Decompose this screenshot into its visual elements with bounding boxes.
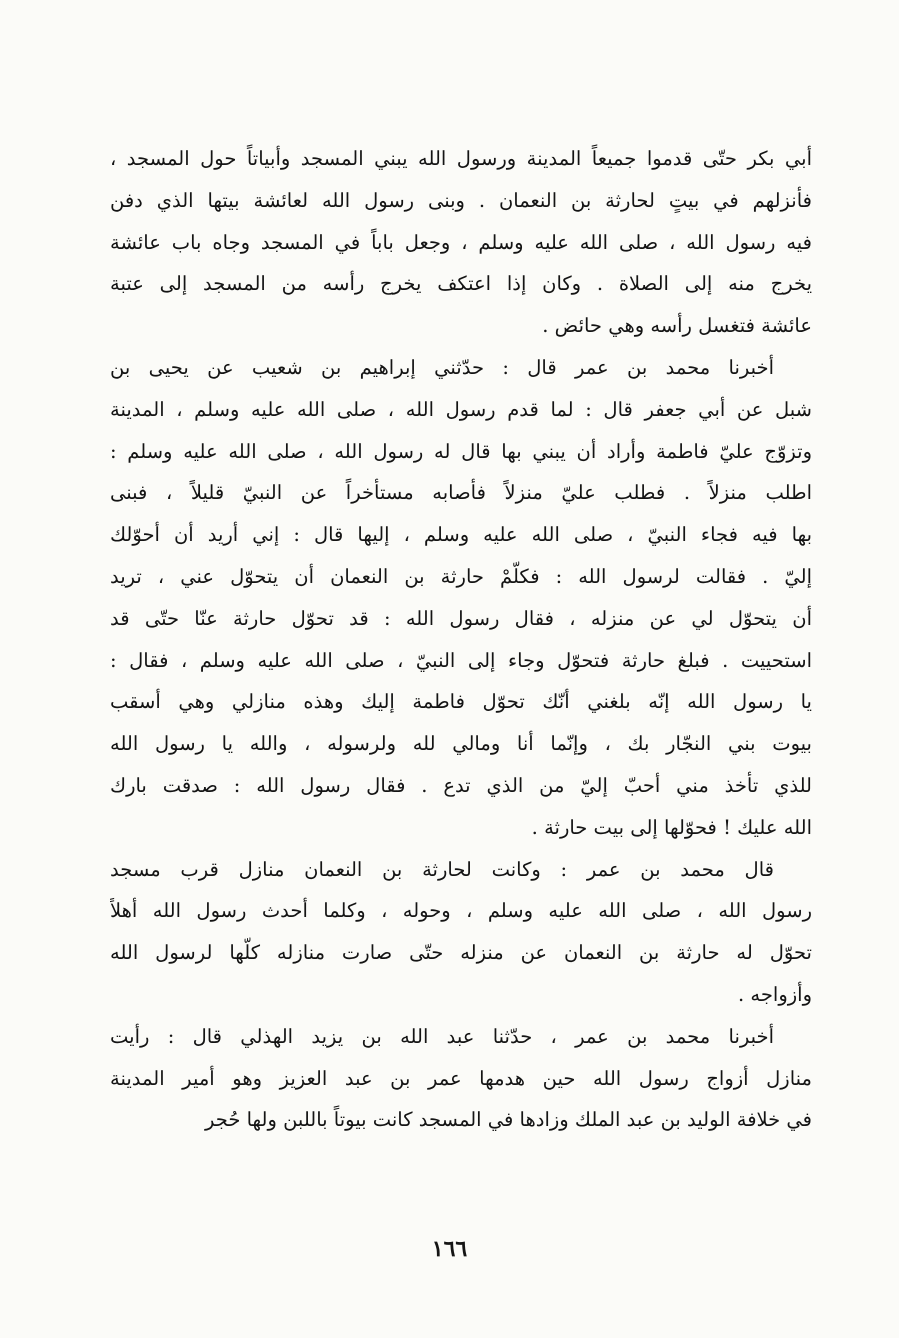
text-line: يخرج منه إلى الصلاة . وكان إذا اعتكف يخرج رأسه من المسجد إلى عتبة [110, 272, 812, 296]
text-line: الله عليك ! فحوّلها إلى بيت حارثة . [531, 815, 812, 839]
text-line: فيه رسول الله ، صلى الله عليه وسلم ، وجعل باباً في المسجد وجاه باب عائشة [110, 230, 812, 254]
text-line: وأزواجه . [738, 982, 812, 1006]
paragraph [110, 1016, 812, 1141]
text-line: إليّ . فقالت لرسول الله : فكلّمْ حارثة بن النعمان أن يتحوّل عني ، تريد [110, 564, 812, 588]
text-line: للذي تأخذ مني أحبّ إليّ من الذي تدع . فقال رسول الله : صدقت بارك [110, 773, 812, 797]
text-line: فأنزلهم في بيتٍ لحارثة بن النعمان . وبنى رسول الله لعائشة بيتها الذي دفن [110, 188, 812, 212]
text-line: يا رسول الله إنّه بلغني أنّك تحوّل فاطمة إليك وهذه منازلي وهي أسقب [110, 690, 812, 714]
text-line: اطلب منزلاً . فطلب عليّ منزلاً فأصابه مستأخراً عن النبيّ قليلاً ، فبنى [110, 481, 812, 505]
text-line: منازل أزواج رسول الله حين هدمها عمر بن عبد العزيز وهو أمير المدينة [110, 1066, 812, 1090]
text-line: بها فيه فجاء النبيّ ، صلى الله عليه وسلم ، إليها قال : إني أريد أن أحوّلك [110, 523, 812, 547]
text-line: أبي بكر حتّى قدموا جميعاً المدينة ورسول الله يبني المسجد وأبياتاً حول المسجد ، [110, 147, 812, 170]
page-body-text [110, 138, 812, 1141]
text-line: بيوت بني النجّار بك ، وإنّما أنا ومالي لله ولرسوله ، والله يا رسول الله [110, 732, 812, 756]
text-line: استحييت . فبلغ حارثة فتحوّل وجاء إلى النبيّ ، صلى الله عليه وسلم ، فقال : [110, 648, 812, 672]
text-line: عائشة فتغسل رأسه وهي حائض . [542, 314, 812, 338]
page-number: ١٦٦ [431, 1236, 468, 1262]
text-line: قال محمد بن عمر : وكانت لحارثة بن النعمان منازل قرب مسجد [110, 857, 774, 881]
text-line: أخبرنا محمد بن عمر قال : حدّثني إبراهيم بن شعيب عن يحيى بن [110, 355, 774, 379]
text-line: وتزوّج عليّ فاطمة وأراد أن يبني بها قال له رسول الله ، صلى الله عليه وسلم : [110, 439, 812, 463]
text-line: في خلافة الوليد بن عبد الملك وزادها في المسجد كانت بيوتاً باللبن ولها حُجر [205, 1108, 812, 1132]
paragraph [110, 138, 812, 347]
text-line: أخبرنا محمد بن عمر ، حدّثنا عبد الله بن يزيد الهذلي قال : رأيت [110, 1024, 774, 1048]
text-line: شبل عن أبي جعفر قال : لما قدم رسول الله ، صلى الله عليه وسلم ، المدينة [110, 397, 812, 421]
text-line: أن يتحوّل لي عن منزله ، فقال رسول الله : قد تحوّل حارثة عنّا حتّى قد [110, 606, 812, 630]
paragraph [110, 849, 812, 1016]
paragraph [110, 347, 812, 849]
text-line: تحوّل له حارثة بن النعمان عن منزله حتّى صارت منازله كلّها لرسول الله [110, 941, 812, 965]
text-line: رسول الله ، صلى الله عليه وسلم ، وحوله ، وكلما أحدث رسول الله أهلاً [110, 899, 812, 923]
